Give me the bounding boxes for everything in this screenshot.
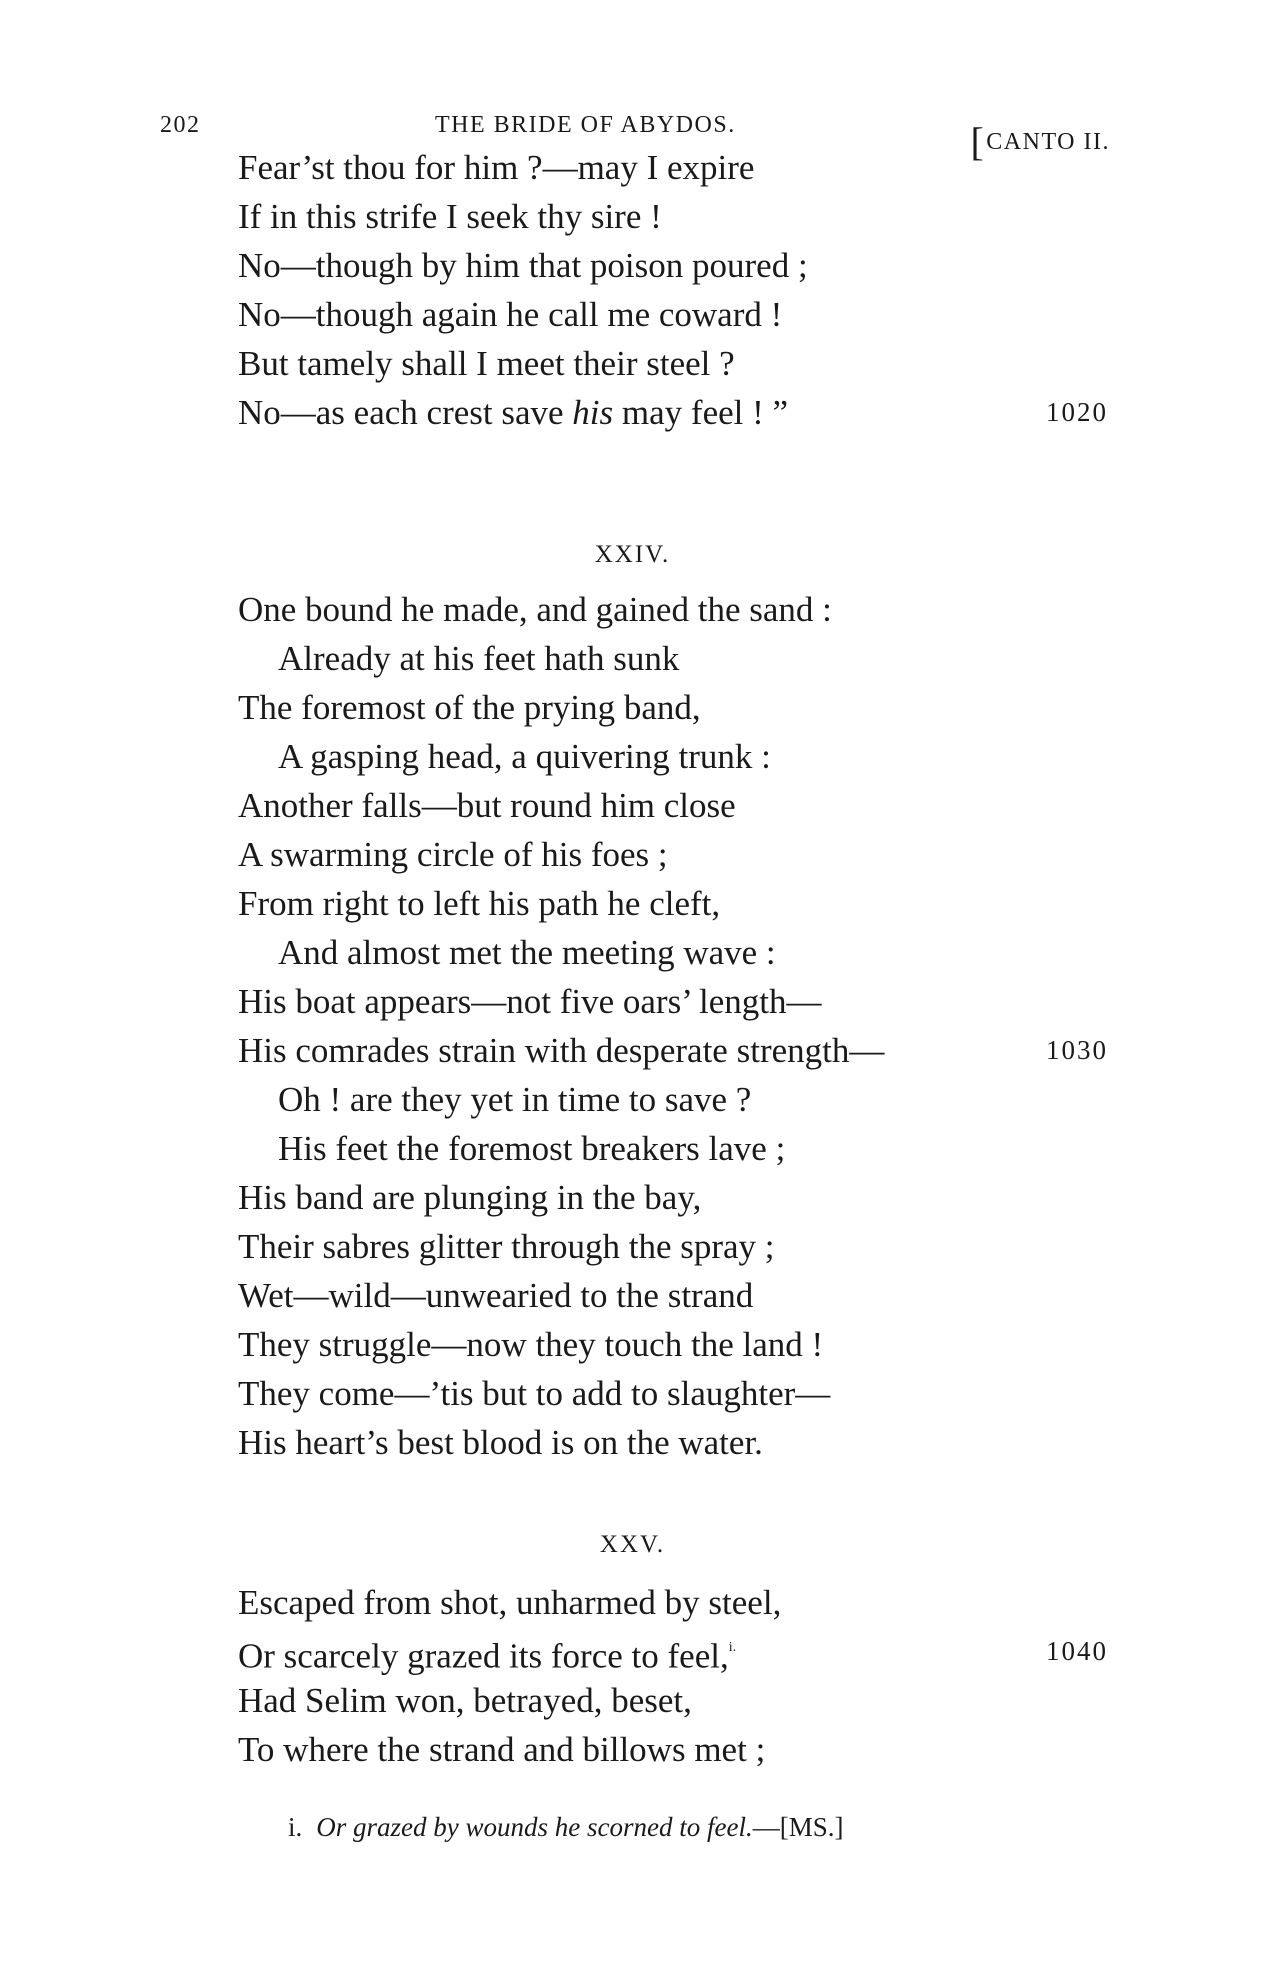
line-number: 1040 [1046,1636,1108,1666]
section-heading-xxiv: XXIV. [594,541,671,568]
footnote-source: —[MS.] [752,1812,844,1842]
verse-line: Oh ! are they yet in time to save ? [278,1080,752,1119]
footnote-marker: i. [728,1640,737,1655]
verse-line [238,1026,1108,1075]
verse-line: To where the strand and billows met ; [238,1730,766,1769]
verse-line: If in this strife I seek thy sire ! [238,197,662,236]
verse-line: Their sabres glitter through the spray ; [238,1227,775,1266]
verse-line: The foremost of the prying band, [238,688,701,727]
page-number: 202 [160,112,201,138]
verse-line [238,1627,1108,1676]
footnote-text: Or grazed by wounds he scorned to feel. [316,1812,753,1842]
stanza-xxiii-end [238,143,1108,437]
verse-text: Or scarcely grazed its force to feel, [238,1636,729,1676]
verse-line [238,388,1108,437]
verse-line: They struggle—now they touch the land ! [238,1325,824,1364]
verse-line: Another falls—but round him close [238,786,736,825]
verse-text: may feel ! ” [613,393,789,432]
verse-text: His comrades strain with desperate strength— [238,1031,885,1070]
verse-line: His feet the foremost breakers lave ; [278,1129,786,1168]
verse-text: No—as each crest save [238,393,573,432]
verse-line: Had Selim won, betrayed, beset, [238,1681,692,1720]
running-title: THE BRIDE OF ABYDOS. [435,112,736,138]
line-number: 1030 [1046,1035,1108,1065]
verse-line: His heart’s best blood is on the water. [238,1423,763,1462]
stanza-xxiv [238,585,1108,1467]
canto-bracket: [ [970,119,986,164]
stanza-xxv [238,1578,1108,1774]
verse-line: From right to left his path he cleft, [238,884,721,923]
verse-line: They come—’tis but to add to slaughter— [238,1374,831,1413]
verse-line: A swarming circle of his foes ; [238,835,668,874]
verse-line: No—though by him that poison poured ; [238,246,808,285]
verse-line: His boat appears—not five oars’ length— [238,982,822,1021]
footnote-number: i. [288,1812,303,1842]
verse-line: Escaped from shot, unharmed by steel, [238,1583,782,1622]
footnote [288,1812,843,1843]
verse-italic-word: his [572,393,614,432]
canto-text: CANTO II. [986,129,1110,155]
section-heading-xxv: XXV. [599,1531,666,1558]
verse-line: A gasping head, a quivering trunk : [278,737,771,776]
verse-line: No—though again he call me coward ! [238,295,783,334]
line-number: 1020 [1046,397,1108,427]
verse-line: Already at his feet hath sunk [278,639,680,678]
verse-line: But tamely shall I meet their steel ? [238,344,735,383]
verse-line: Fear’st thou for him ?—may I expire [238,148,755,187]
verse-line: One bound he made, and gained the sand : [238,590,832,629]
verse-line: His band are plunging in the bay, [238,1178,702,1217]
verse-line: Wet—wild—unwearied to the strand [238,1276,754,1315]
verse-line: And almost met the meeting wave : [278,933,776,972]
